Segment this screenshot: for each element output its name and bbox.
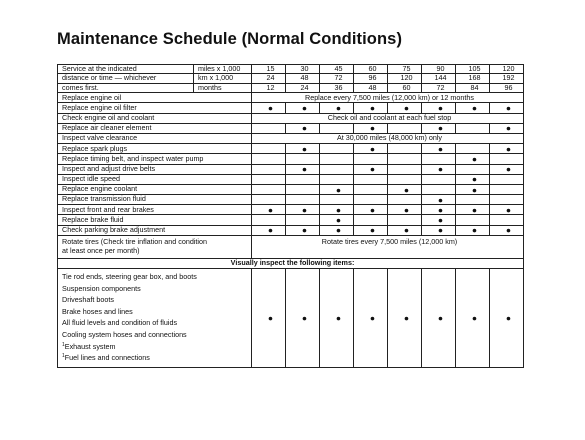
page-title: Maintenance Schedule (Normal Conditions) [57, 30, 403, 48]
schedule-cell [354, 174, 388, 184]
schedule-cell [456, 103, 490, 113]
interval-miles: 90 [422, 65, 456, 74]
schedule-cell [286, 144, 320, 154]
maintenance-item-label [58, 235, 252, 258]
schedule-cell [252, 144, 286, 154]
maintenance-item-label: Replace air cleaner element [58, 123, 252, 133]
footnote-marker: 1 [62, 341, 65, 348]
list-item [62, 352, 251, 364]
schedule-cell [252, 164, 286, 174]
label-line: Rotate tires (Check tire inflation and condition [62, 237, 208, 247]
schedule-cell [354, 269, 388, 368]
schedule-cell [422, 174, 456, 184]
dot-mark: ● [301, 225, 308, 236]
interval-months: 36 [320, 83, 354, 92]
schedule-cell [354, 225, 388, 235]
list-item-text: Exhaust system [64, 341, 116, 351]
dot-mark: ● [335, 312, 342, 323]
schedule-cell [354, 154, 388, 164]
schedule-cell [490, 103, 524, 113]
schedule-cell [456, 225, 490, 235]
schedule-cell [354, 195, 388, 205]
table-row [58, 133, 524, 143]
schedule-cell [320, 215, 354, 225]
interval-months: 60 [388, 83, 422, 92]
dot-mark: ● [437, 143, 444, 154]
schedule-cell [456, 205, 490, 215]
unit-label: km x 1,000 [194, 74, 252, 83]
interval-miles: 75 [388, 65, 422, 74]
interval-km: 96 [354, 74, 388, 83]
dot-mark: ● [505, 312, 512, 323]
list-item-text: All fluid levels and condition of fluids [62, 318, 178, 328]
schedule-cell [320, 205, 354, 215]
dot-mark: ● [301, 143, 308, 154]
maintenance-item-label: Inspect valve clearance [58, 133, 252, 143]
dot-mark: ● [301, 204, 308, 215]
table-row [58, 103, 524, 113]
schedule-cell [388, 164, 422, 174]
dot-mark: ● [505, 123, 512, 134]
table-row [58, 225, 524, 235]
schedule-cell [354, 164, 388, 174]
list-item-text: Fuel lines and connections [64, 353, 150, 363]
interval-miles: 45 [320, 65, 354, 74]
schedule-cell [456, 184, 490, 194]
table-row [58, 184, 524, 194]
table-row [58, 174, 524, 184]
dot-mark: ● [471, 103, 478, 113]
interval-km: 192 [490, 74, 524, 83]
interval-months: 24 [286, 83, 320, 92]
dot-mark: ● [505, 204, 512, 215]
unit-label: miles x 1,000 [194, 65, 252, 74]
schedule-cell [354, 103, 388, 113]
schedule-cell [252, 103, 286, 113]
dot-mark: ● [471, 225, 478, 236]
dot-mark: ● [369, 204, 376, 215]
schedule-cell [490, 225, 524, 235]
interval-km: 168 [456, 74, 490, 83]
dot-mark: ● [403, 103, 410, 113]
dot-mark: ● [369, 143, 376, 154]
header-row-miles [58, 65, 524, 74]
schedule-cell [320, 195, 354, 205]
interval-km: 48 [286, 74, 320, 83]
interval-note: Rotate tires every 7,500 miles (12,000 km) [252, 235, 524, 258]
list-item-text: Tie rod ends, steering gear box, and boots [62, 272, 197, 282]
table-row [58, 258, 524, 268]
schedule-cell [456, 215, 490, 225]
list-item [62, 317, 251, 329]
schedule-cell [388, 269, 422, 368]
dot-mark: ● [437, 204, 444, 215]
schedule-cell [422, 225, 456, 235]
list-item [62, 294, 251, 306]
maintenance-item-label: Replace transmission fluid [58, 195, 252, 205]
table-row [58, 144, 524, 154]
schedule-cell [252, 269, 286, 368]
dot-mark: ● [369, 123, 376, 134]
schedule-cell [388, 144, 422, 154]
schedule-cell [490, 164, 524, 174]
dot-mark: ● [335, 184, 342, 195]
schedule-cell [456, 174, 490, 184]
schedule-cell [422, 164, 456, 174]
dot-mark: ● [369, 225, 376, 236]
interval-months: 12 [252, 83, 286, 92]
dot-mark: ● [403, 312, 410, 323]
schedule-cell [286, 174, 320, 184]
schedule-cell [422, 215, 456, 225]
list-item [62, 329, 251, 341]
visual-inspection-list [58, 269, 252, 368]
dot-mark: ● [403, 184, 410, 195]
schedule-cell [388, 103, 422, 113]
maintenance-item-label: Replace engine oil [58, 93, 252, 103]
list-item-text: Suspension components [62, 283, 141, 293]
dot-mark: ● [301, 103, 308, 113]
schedule-cell [490, 174, 524, 184]
maintenance-item-label: Check engine oil and coolant [58, 113, 252, 123]
interval-miles: 15 [252, 65, 286, 74]
dot-mark: ● [471, 184, 478, 195]
schedule-cell [252, 215, 286, 225]
schedule-cell [252, 174, 286, 184]
schedule-cell [422, 154, 456, 164]
maintenance-item-label: Inspect front and rear brakes [58, 205, 252, 215]
table-row [58, 205, 524, 215]
schedule-cell [286, 123, 320, 133]
schedule-cell [388, 205, 422, 215]
schedule-cell [490, 205, 524, 215]
interval-months: 96 [490, 83, 524, 92]
schedule-cell [320, 103, 354, 113]
schedule-cell [286, 164, 320, 174]
dot-mark: ● [471, 153, 478, 164]
list-item-text: Brake hoses and lines [62, 306, 133, 316]
schedule-cell [422, 144, 456, 154]
schedule-cell [252, 225, 286, 235]
footnote-marker: 1 [62, 353, 65, 360]
maintenance-item-label: Replace engine coolant [58, 184, 252, 194]
dot-mark: ● [437, 103, 444, 113]
schedule-cell [354, 215, 388, 225]
interval-note: At 30,000 miles (48,000 km) only [252, 133, 524, 143]
table-row [58, 215, 524, 225]
list-item [62, 283, 251, 295]
schedule-cell [320, 164, 354, 174]
dot-mark: ● [335, 103, 342, 113]
schedule-cell [490, 154, 524, 164]
maintenance-item-label: Replace timing belt, and inspect water pump [58, 154, 252, 164]
table-row [58, 269, 524, 368]
schedule-cell [490, 195, 524, 205]
schedule-cell [286, 195, 320, 205]
schedule-cell [388, 225, 422, 235]
dot-mark: ● [301, 164, 308, 175]
list-item-text: Driveshaft boots [62, 295, 114, 305]
dot-mark: ● [471, 312, 478, 323]
schedule-cell [490, 123, 524, 133]
maintenance-item-label: Replace spark plugs [58, 144, 252, 154]
schedule-cell [388, 174, 422, 184]
schedule-cell [320, 174, 354, 184]
table-row [58, 123, 524, 133]
table-row [58, 113, 524, 123]
table-row [58, 195, 524, 205]
dot-mark: ● [335, 204, 342, 215]
list-item [62, 271, 251, 283]
interval-miles: 30 [286, 65, 320, 74]
interval-months: 48 [354, 83, 388, 92]
dot-mark: ● [437, 194, 444, 205]
dot-mark: ● [437, 123, 444, 134]
maintenance-item-label: Inspect idle speed [58, 174, 252, 184]
dot-mark: ● [403, 204, 410, 215]
schedule-cell [422, 269, 456, 368]
schedule-cell [456, 154, 490, 164]
schedule-cell [252, 123, 286, 133]
schedule-cell [286, 154, 320, 164]
table-row [58, 235, 524, 258]
dot-mark: ● [267, 225, 274, 236]
dot-mark: ● [471, 174, 478, 185]
dot-mark: ● [301, 123, 308, 134]
schedule-cell [456, 269, 490, 368]
schedule-cell [320, 184, 354, 194]
schedule-cell [422, 123, 456, 133]
interval-note: Check oil and coolant at each fuel stop [252, 113, 524, 123]
interval-note: Replace every 7,500 miles (12,000 km) or 12 months [252, 93, 524, 103]
dot-mark: ● [505, 143, 512, 154]
schedule-cell [286, 225, 320, 235]
schedule-cell [422, 103, 456, 113]
section-heading: Visually inspect the following items: [58, 258, 524, 268]
schedule-cell [388, 123, 422, 133]
unit-label: months [194, 83, 252, 92]
schedule-cell [388, 154, 422, 164]
schedule-cell [354, 144, 388, 154]
schedule-cell [456, 123, 490, 133]
list-item [62, 341, 251, 353]
schedule-cell [252, 184, 286, 194]
schedule-cell [320, 269, 354, 368]
schedule-cell [354, 205, 388, 215]
interval-miles: 105 [456, 65, 490, 74]
interval-months: 84 [456, 83, 490, 92]
schedule-cell [456, 195, 490, 205]
schedule-cell [456, 164, 490, 174]
dot-mark: ● [267, 204, 274, 215]
maintenance-item-label: Inspect and adjust drive belts [58, 164, 252, 174]
dot-mark: ● [437, 312, 444, 323]
maintenance-item-label: Check parking brake adjustment [58, 225, 252, 235]
schedule-cell [252, 205, 286, 215]
schedule-cell [320, 123, 354, 133]
dot-mark: ● [369, 312, 376, 323]
schedule-cell [354, 184, 388, 194]
interval-miles: 120 [490, 65, 524, 74]
dot-mark: ● [437, 164, 444, 175]
maintenance-item-label: Replace brake fluid [58, 215, 252, 225]
service-interval-label: Service at the indicated [58, 65, 194, 74]
schedule-cell [286, 215, 320, 225]
schedule-cell [490, 184, 524, 194]
service-interval-label: comes first. [58, 83, 194, 92]
dot-mark: ● [301, 312, 308, 323]
schedule-cell [286, 269, 320, 368]
schedule-cell [252, 195, 286, 205]
dot-mark: ● [267, 312, 274, 323]
interval-km: 24 [252, 74, 286, 83]
dot-mark: ● [403, 225, 410, 236]
list-item-text: Cooling system hoses and connections [62, 330, 187, 339]
dot-mark: ● [335, 215, 342, 226]
maintenance-item-label: Replace engine oil filter [58, 103, 252, 113]
schedule-cell [354, 123, 388, 133]
schedule-cell [286, 103, 320, 113]
interval-km: 72 [320, 74, 354, 83]
schedule-cell [490, 144, 524, 154]
schedule-cell [490, 269, 524, 368]
schedule-cell [320, 225, 354, 235]
interval-km: 120 [388, 74, 422, 83]
list-item [62, 306, 251, 318]
table-row [58, 154, 524, 164]
schedule-cell [286, 184, 320, 194]
schedule-cell [320, 144, 354, 154]
schedule-cell [286, 205, 320, 215]
table-row [58, 93, 524, 103]
dot-mark: ● [471, 204, 478, 215]
dot-mark: ● [505, 103, 512, 113]
schedule-cell [422, 184, 456, 194]
interval-miles: 60 [354, 65, 388, 74]
maintenance-schedule-table [57, 64, 524, 368]
interval-months: 72 [422, 83, 456, 92]
header-row-km [58, 74, 524, 83]
schedule-cell [456, 144, 490, 154]
schedule-cell [422, 195, 456, 205]
dot-mark: ● [369, 164, 376, 175]
dot-mark: ● [335, 225, 342, 236]
schedule-cell [320, 154, 354, 164]
dot-mark: ● [267, 103, 274, 113]
dot-mark: ● [437, 225, 444, 236]
schedule-cell [422, 205, 456, 215]
schedule-cell [388, 215, 422, 225]
dot-mark: ● [505, 225, 512, 236]
header-row-months [58, 83, 524, 92]
interval-km: 144 [422, 74, 456, 83]
label-line: at least once per month) [62, 245, 140, 255]
schedule-cell [490, 215, 524, 225]
service-interval-label: distance or time — whichever [58, 74, 194, 83]
schedule-cell [388, 195, 422, 205]
table-row [58, 164, 524, 174]
schedule-cell [388, 184, 422, 194]
dot-mark: ● [437, 215, 444, 226]
dot-mark: ● [505, 164, 512, 175]
schedule-cell [252, 154, 286, 164]
dot-mark: ● [369, 103, 376, 113]
